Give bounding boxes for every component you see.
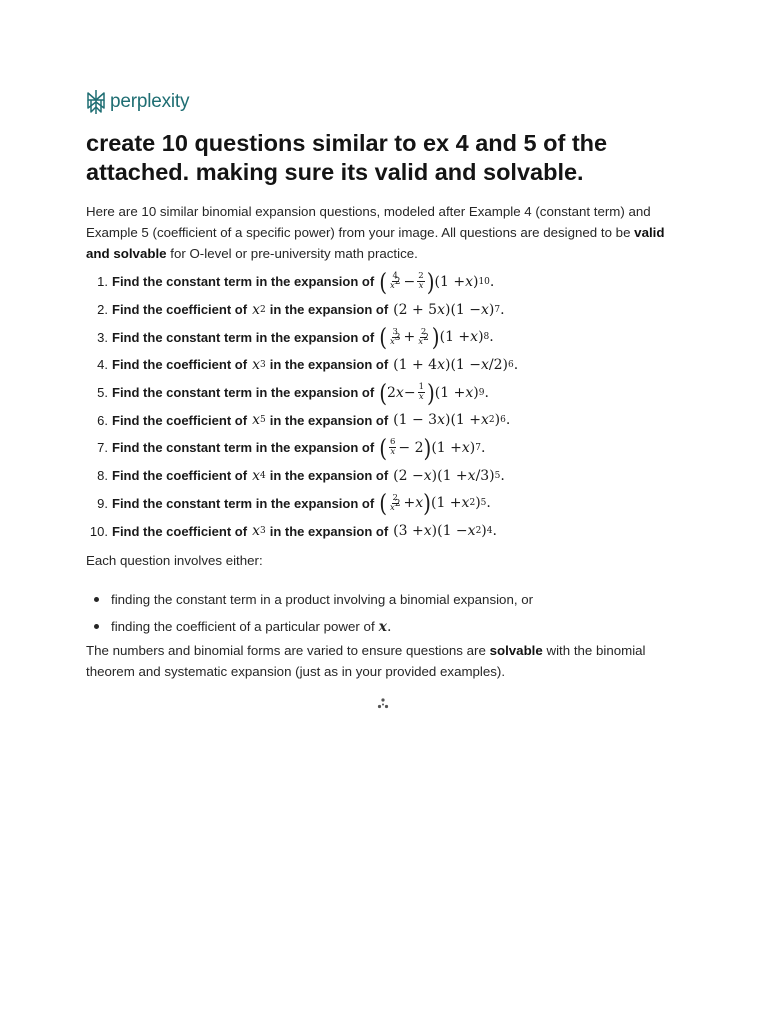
question-text-after: in the expansion of [269, 302, 389, 318]
question-text: Find the constant term in the expansion of [112, 329, 375, 345]
question-text: Find the constant term in the expansion of [112, 495, 375, 511]
math-expression: ( $\frac{6}{x}$ − 2 ) (1 + x ) 7 . [379, 433, 486, 463]
question-number: 1. [97, 274, 108, 290]
question-item [86, 296, 686, 324]
math-expression: ( $\frac{4}{x^2}$ − $\frac{2}{x}$ ) (1 + x ) 10 . [379, 267, 495, 297]
question-item [86, 517, 686, 545]
bullet-list [86, 586, 533, 640]
intro-bold: valid and solvable [86, 225, 665, 261]
math-expression: (1 − 3 x )(1 + x 2 ) 6 . [393, 412, 511, 429]
outro-bold: solvable [489, 643, 543, 658]
math-expression: ( $\frac{3}{x^3}$ + $\frac{2}{x^2}$ ) (1 + x ) 8 . [379, 322, 494, 352]
question-item [86, 462, 686, 490]
question-text: Find the coefficient of [112, 523, 248, 539]
outro-text: The numbers and binomial forms are varied to ensure questions are [86, 643, 490, 658]
bullet-item [86, 613, 533, 640]
math-power: x 3 [252, 523, 266, 540]
question-number: 5. [97, 385, 108, 401]
math-expression: (1 + 4 x )(1 − x /2) 6 . [393, 356, 519, 373]
math-expression: (2 − x )(1 + x /3) 5 . [393, 467, 505, 484]
question-text-after: in the expansion of [269, 523, 389, 539]
perplexity-logo-icon [86, 89, 106, 115]
bullet-item [86, 586, 533, 613]
math-power: x 5 [252, 412, 266, 429]
question-text: Find the coefficient of [112, 357, 248, 373]
intro-text-end: for O-level or pre-university math practice. [166, 246, 418, 261]
question-item [86, 406, 686, 434]
question-number: 8. [97, 468, 108, 484]
bullet-text: finding the constant term in a product involving a binomial expansion, or [111, 592, 534, 607]
brand-name: perplexity [110, 91, 190, 112]
question-number: 10. [89, 523, 108, 539]
math-expression: (3 + x )(1 − x 2 ) 4 . [393, 523, 497, 540]
question-item [86, 351, 686, 379]
question-text: Find the constant term in the expansion of [112, 440, 375, 456]
question-text: Find the coefficient of [112, 302, 248, 318]
question-number: 3. [97, 329, 108, 345]
brand-logo [86, 89, 189, 115]
math-power: x 4 [252, 467, 266, 484]
question-text-after: in the expansion of [269, 357, 389, 373]
outro-paragraph [86, 640, 686, 682]
math-expression: (2 + 5 x )(1 − x ) 7 . [393, 301, 505, 318]
question-number: 6. [97, 412, 108, 428]
question-item [86, 268, 686, 296]
question-item [86, 434, 686, 462]
question-text-after: in the expansion of [269, 412, 389, 428]
question-text: Find the coefficient of [112, 412, 248, 428]
question-text: Find the constant term in the expansion of [112, 385, 375, 401]
bullet-dot [94, 597, 99, 602]
bullet-text: finding the coefficient of a particular power of [111, 619, 375, 634]
bullet-dot [94, 624, 99, 629]
math-expression: ( $\frac{2}{x^2}$ + x ) (1 + x 2 ) 5 . [379, 488, 491, 518]
question-item [86, 323, 686, 351]
math-variable: x . [378, 618, 392, 635]
intro-paragraph [86, 201, 686, 264]
question-number: 7. [97, 440, 108, 456]
question-number: 2. [97, 302, 108, 318]
math-power: x 3 [252, 356, 266, 373]
each-intro: Each question involves either: [86, 553, 263, 568]
question-number: 9. [97, 495, 108, 511]
question-item [86, 490, 686, 518]
outro-text-end: with the binomial theorem and systematic expansion (just as in your provided examples). [86, 643, 646, 679]
question-number: 4. [97, 357, 108, 373]
question-text: Find the coefficient of [112, 468, 248, 484]
page-title: create 10 questions similar to ex 4 and 5 of the attached. making sure its valid and solvable. [86, 130, 608, 185]
math-power: x 2 [252, 301, 266, 318]
perplexity-small-mark-icon [376, 697, 390, 711]
question-text: Find the constant term in the expansion of [112, 274, 375, 290]
question-text-after: in the expansion of [269, 468, 389, 484]
math-expression: ( 2 x − $\frac{1}{x}$ ) (1 + x ) 9 . [379, 378, 489, 407]
question-list [86, 268, 686, 545]
intro-text: Here are 10 similar binomial expansion questions, modeled after Example 4 (constant term) and Example 5 (coefficient of a specific power) from your image. All questions are designed to be [86, 204, 651, 240]
question-item [86, 379, 686, 407]
